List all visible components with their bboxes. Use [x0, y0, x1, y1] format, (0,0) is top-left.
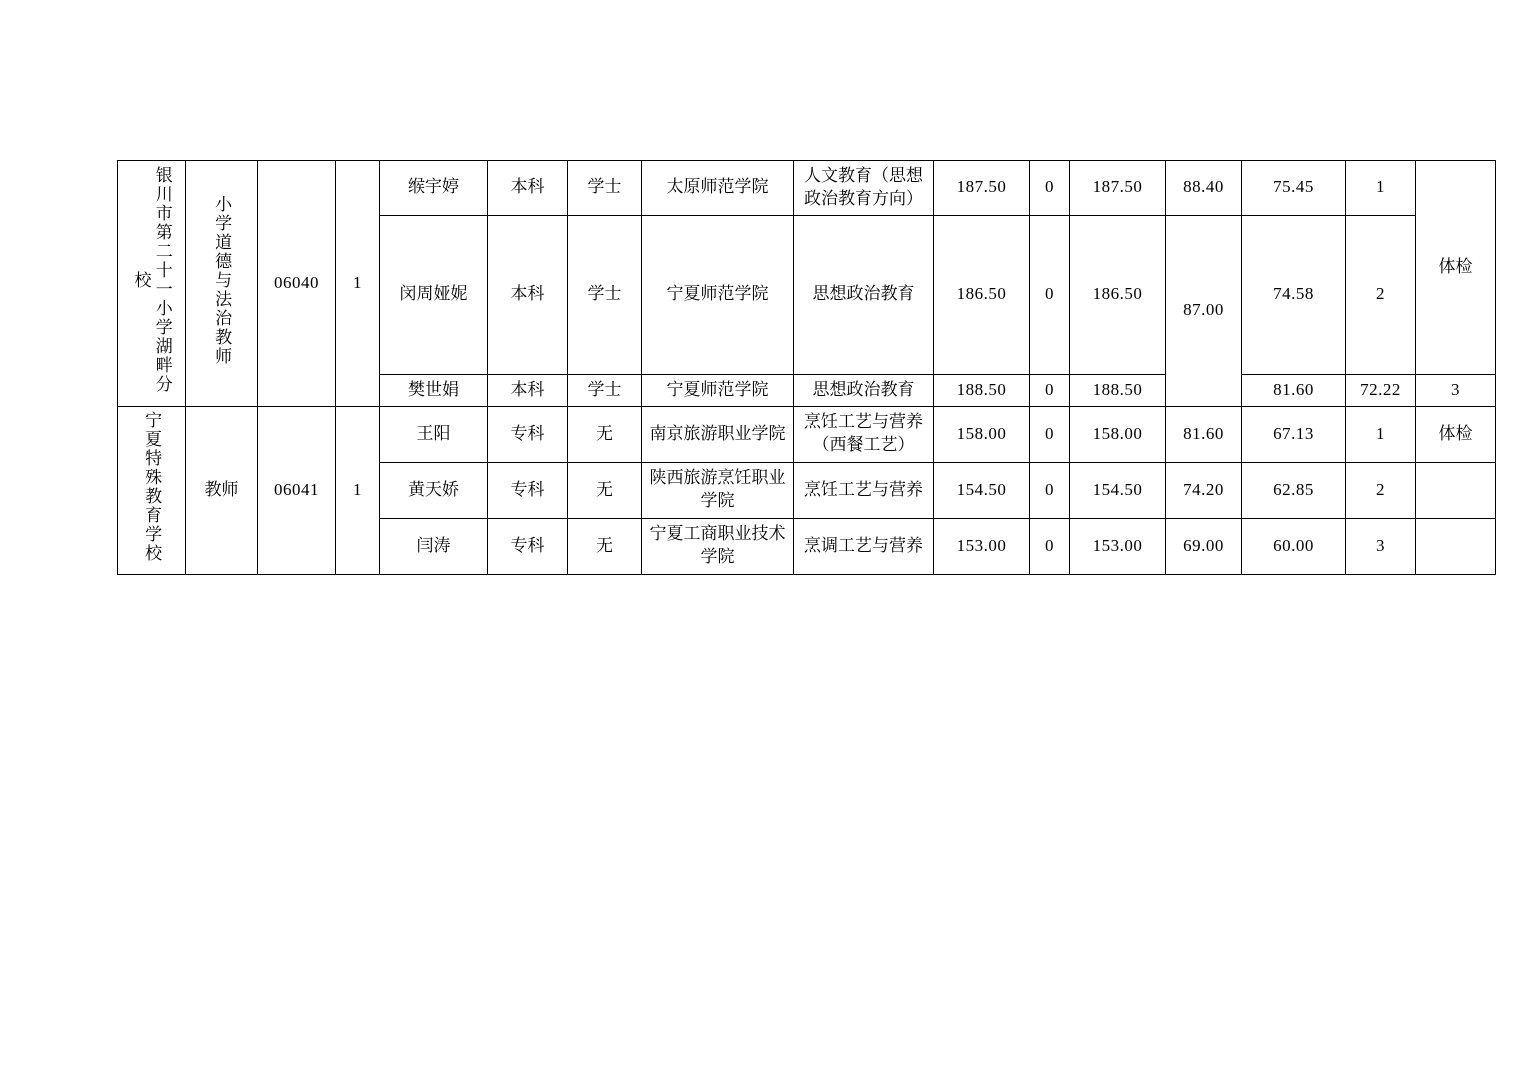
- cell-total: 74.58: [1242, 215, 1346, 374]
- unit-label: 银川市第二十一小学湖畔分校: [131, 166, 172, 394]
- cell-school: 宁夏师范学院: [642, 375, 794, 407]
- cell-bonus: 0: [1030, 161, 1070, 216]
- cell-written: 186.50: [934, 215, 1030, 374]
- cell-education: 专科: [488, 518, 568, 574]
- cell-count: 1: [336, 161, 380, 407]
- cell-name: 闵周娅妮: [380, 215, 488, 374]
- cell-bonus: 0: [1030, 215, 1070, 374]
- cell-total: 67.13: [1242, 406, 1346, 462]
- cell-post: [186, 406, 258, 574]
- table-row: [118, 161, 1496, 216]
- cell-unit: [118, 161, 186, 407]
- cell-education: 专科: [488, 462, 568, 518]
- cell-degree: 学士: [568, 375, 642, 407]
- cell-interview: 88.40: [1166, 161, 1242, 216]
- cell-rank: 1: [1346, 161, 1416, 216]
- cell-degree: 无: [568, 518, 642, 574]
- cell-name: 缑宇婷: [380, 161, 488, 216]
- cell-remark: 体检: [1416, 161, 1496, 375]
- cell-total: 62.85: [1242, 462, 1346, 518]
- cell-total: 72.22: [1346, 375, 1416, 407]
- cell-written-total: 153.00: [1070, 518, 1166, 574]
- cell-major: 烹饪工艺与营养: [794, 462, 934, 518]
- cell-written: 153.00: [934, 518, 1030, 574]
- cell-school: 宁夏师范学院: [642, 215, 794, 374]
- cell-interview: 87.00: [1166, 215, 1242, 406]
- cell-code: 06040: [258, 161, 336, 407]
- cell-written-total: 158.00: [1070, 406, 1166, 462]
- cell-written-total: 188.50: [1070, 375, 1166, 407]
- cell-degree: 无: [568, 406, 642, 462]
- cell-school: 南京旅游职业学院: [642, 406, 794, 462]
- cell-degree: 学士: [568, 161, 642, 216]
- cell-interview-2: 81.60: [1242, 375, 1346, 407]
- cell-remark-empty: [1416, 518, 1496, 574]
- recruitment-table-wrapper: [117, 160, 1473, 575]
- cell-written: 187.50: [934, 161, 1030, 216]
- cell-major: 思想政治教育: [794, 215, 934, 374]
- cell-code: 06041: [258, 406, 336, 574]
- cell-rank: 2: [1346, 462, 1416, 518]
- cell-interview: 69.00: [1166, 518, 1242, 574]
- table-row: [118, 406, 1496, 462]
- cell-name: 王阳: [380, 406, 488, 462]
- cell-bonus: 0: [1030, 462, 1070, 518]
- cell-written: 158.00: [934, 406, 1030, 462]
- cell-remark: 体检: [1416, 406, 1496, 462]
- cell-degree: 无: [568, 462, 642, 518]
- cell-total: 75.45: [1242, 161, 1346, 216]
- cell-education: 专科: [488, 406, 568, 462]
- cell-education: 本科: [488, 375, 568, 407]
- cell-bonus: 0: [1030, 375, 1070, 407]
- cell-bonus: 0: [1030, 518, 1070, 574]
- cell-count: 1: [336, 406, 380, 574]
- cell-written: 154.50: [934, 462, 1030, 518]
- cell-interview: 74.20: [1166, 462, 1242, 518]
- cell-written-total: 187.50: [1070, 161, 1166, 216]
- cell-written: 188.50: [934, 375, 1030, 407]
- cell-name: 闫涛: [380, 518, 488, 574]
- cell-unit: [118, 406, 186, 574]
- cell-rank: 3: [1346, 518, 1416, 574]
- cell-written-total: 186.50: [1070, 215, 1166, 374]
- cell-school: 太原师范学院: [642, 161, 794, 216]
- cell-major: 烹饪工艺与营养（西餐工艺）: [794, 406, 934, 462]
- cell-name: 黄天娇: [380, 462, 488, 518]
- recruitment-results-table: [117, 160, 1496, 575]
- cell-remark-empty: [1416, 462, 1496, 518]
- post-label: 小学道德与法治教师: [212, 194, 232, 366]
- cell-name: 樊世娟: [380, 375, 488, 407]
- post-label: 教师: [204, 479, 239, 499]
- cell-education: 本科: [488, 215, 568, 374]
- cell-written-total: 154.50: [1070, 462, 1166, 518]
- cell-post: [186, 161, 258, 407]
- cell-education: 本科: [488, 161, 568, 216]
- cell-major: 思想政治教育: [794, 375, 934, 407]
- cell-total: 60.00: [1242, 518, 1346, 574]
- cell-school: 宁夏工商职业技术学院: [642, 518, 794, 574]
- cell-rank: 3: [1416, 375, 1496, 407]
- cell-school: 陕西旅游烹饪职业学院: [642, 462, 794, 518]
- cell-rank: 2: [1346, 215, 1416, 374]
- cell-major: 烹调工艺与营养: [794, 518, 934, 574]
- cell-interview: 81.60: [1166, 406, 1242, 462]
- cell-bonus: 0: [1030, 406, 1070, 462]
- cell-degree: 学士: [568, 215, 642, 374]
- cell-rank: 1: [1346, 406, 1416, 462]
- cell-major: 人文教育（思想政治教育方向）: [794, 161, 934, 216]
- unit-label: 宁夏特殊教育学校: [142, 410, 162, 563]
